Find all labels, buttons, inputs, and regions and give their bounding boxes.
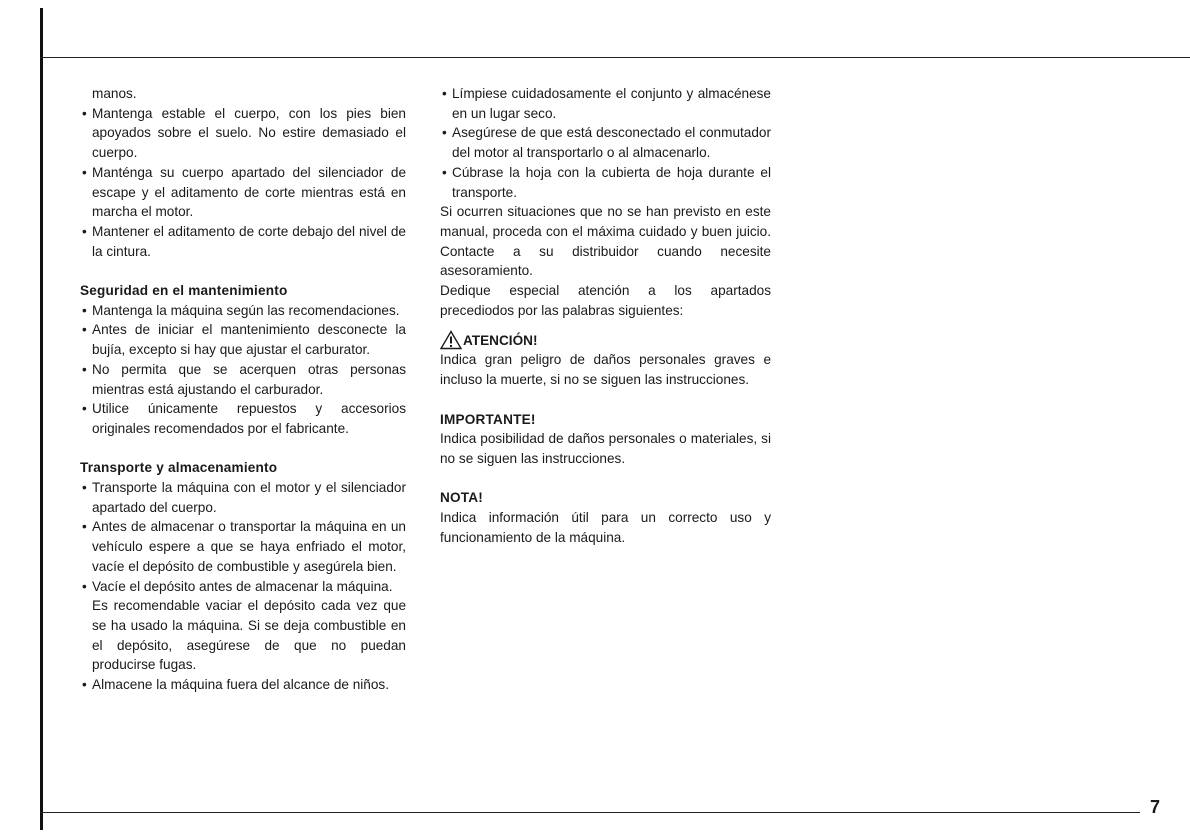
- list-item: • Mantenga la máquina según las recomendaciones.: [80, 301, 406, 321]
- page-number: 7: [1150, 797, 1161, 817]
- list-item: • Cúbrase la hoja con la cubierta de hoja durante el transporte.: [440, 163, 771, 202]
- list-item: • Vacíe el depósito antes de almacenar la máquina.: [80, 577, 406, 597]
- note-label: NOTA!: [440, 490, 484, 506]
- situations-paragraph: Si ocurren situaciones que no se han previsto en este manual, proceda con el máxima cuidado y buen juicio. Contacte a su distribuidor cuando necesite asesoramiento.: [440, 204, 771, 279]
- left-column: [80, 84, 406, 695]
- attention-text: Indica gran peligro de daños personales graves e incluso la muerte, si no se siguen las instrucciones.: [440, 352, 771, 388]
- bottom-rule: [40, 812, 1140, 813]
- attention-intro-paragraph: Dedique especial atención a los apartados precediodos por las palabras siguientes:: [440, 283, 771, 318]
- transport-note: Es recomendable vaciar el depósito cada vez que se ha usado la máquina. Si se deja combustible en el depósito, asegúrese de que no puedan producirse fugas.: [92, 598, 406, 673]
- list-item: • Manténga su cuerpo apartado del silenciador de escape y el aditamento de corte mientras está en marcha el motor.: [80, 163, 406, 222]
- note-text: Indica información útil para un correcto uso y funcionamiento de la máquina.: [440, 510, 771, 545]
- binding-edge-bar: [40, 8, 43, 830]
- important-label: IMPORTANTE!: [440, 411, 536, 427]
- list-item: • No permita que se acerquen otras personas mientras está ajustando el carburador.: [80, 360, 406, 399]
- important-text: Indica posibilidad de daños personales o materiales, si no se siguen las instrucciones.: [440, 431, 771, 466]
- list-item: • Almacene la máquina fuera del alcance de niños.: [80, 675, 406, 695]
- list-item: • Asegúrese de que está desconectado el conmutador del motor al transportarlo o al almacenarlo.: [440, 123, 771, 162]
- continuation-text: manos.: [92, 86, 137, 101]
- intro-bullet-list: [80, 104, 406, 262]
- list-item: • Límpiese cuidadosamente el conjunto y almacénese en un lugar seco.: [440, 84, 771, 123]
- maintenance-heading: Seguridad en el mantenimiento: [80, 283, 288, 299]
- warning-triangle-icon: [440, 330, 462, 350]
- storage-bullet-list: [440, 84, 771, 202]
- list-item: • Antes de almacenar o transportar la máquina en un vehículo espere a que se haya enfriado el motor, vacíe el depósito de combustible y asegúrela bien.: [80, 517, 406, 576]
- list-item: • Utilice únicamente repuestos y accesorios originales recomendados por el fabricante.: [80, 399, 406, 438]
- list-item: • Mantenga estable el cuerpo, con los pies bien apoyados sobre el suelo. No estire demasiado el cuerpo.: [80, 104, 406, 163]
- transport-bullet-list-end: [80, 675, 406, 695]
- transport-heading: Transporte y almacenamiento: [80, 460, 278, 476]
- maintenance-bullet-list: [80, 301, 406, 439]
- attention-label: ATENCIÓN!: [463, 332, 538, 348]
- right-column: [440, 84, 771, 547]
- list-item: • Antes de iniciar el mantenimiento desconecte la bujía, excepto si hay que ajustar el carburator.: [80, 320, 406, 359]
- list-item: • Transporte la máquina con el motor y el silenciador apartado del cuerpo.: [80, 478, 406, 517]
- attention-heading: [440, 330, 771, 350]
- list-item: • Mantener el aditamento de corte debajo del nivel de la cintura.: [80, 222, 406, 261]
- top-rule: [40, 57, 1190, 58]
- transport-bullet-list: [80, 478, 406, 596]
